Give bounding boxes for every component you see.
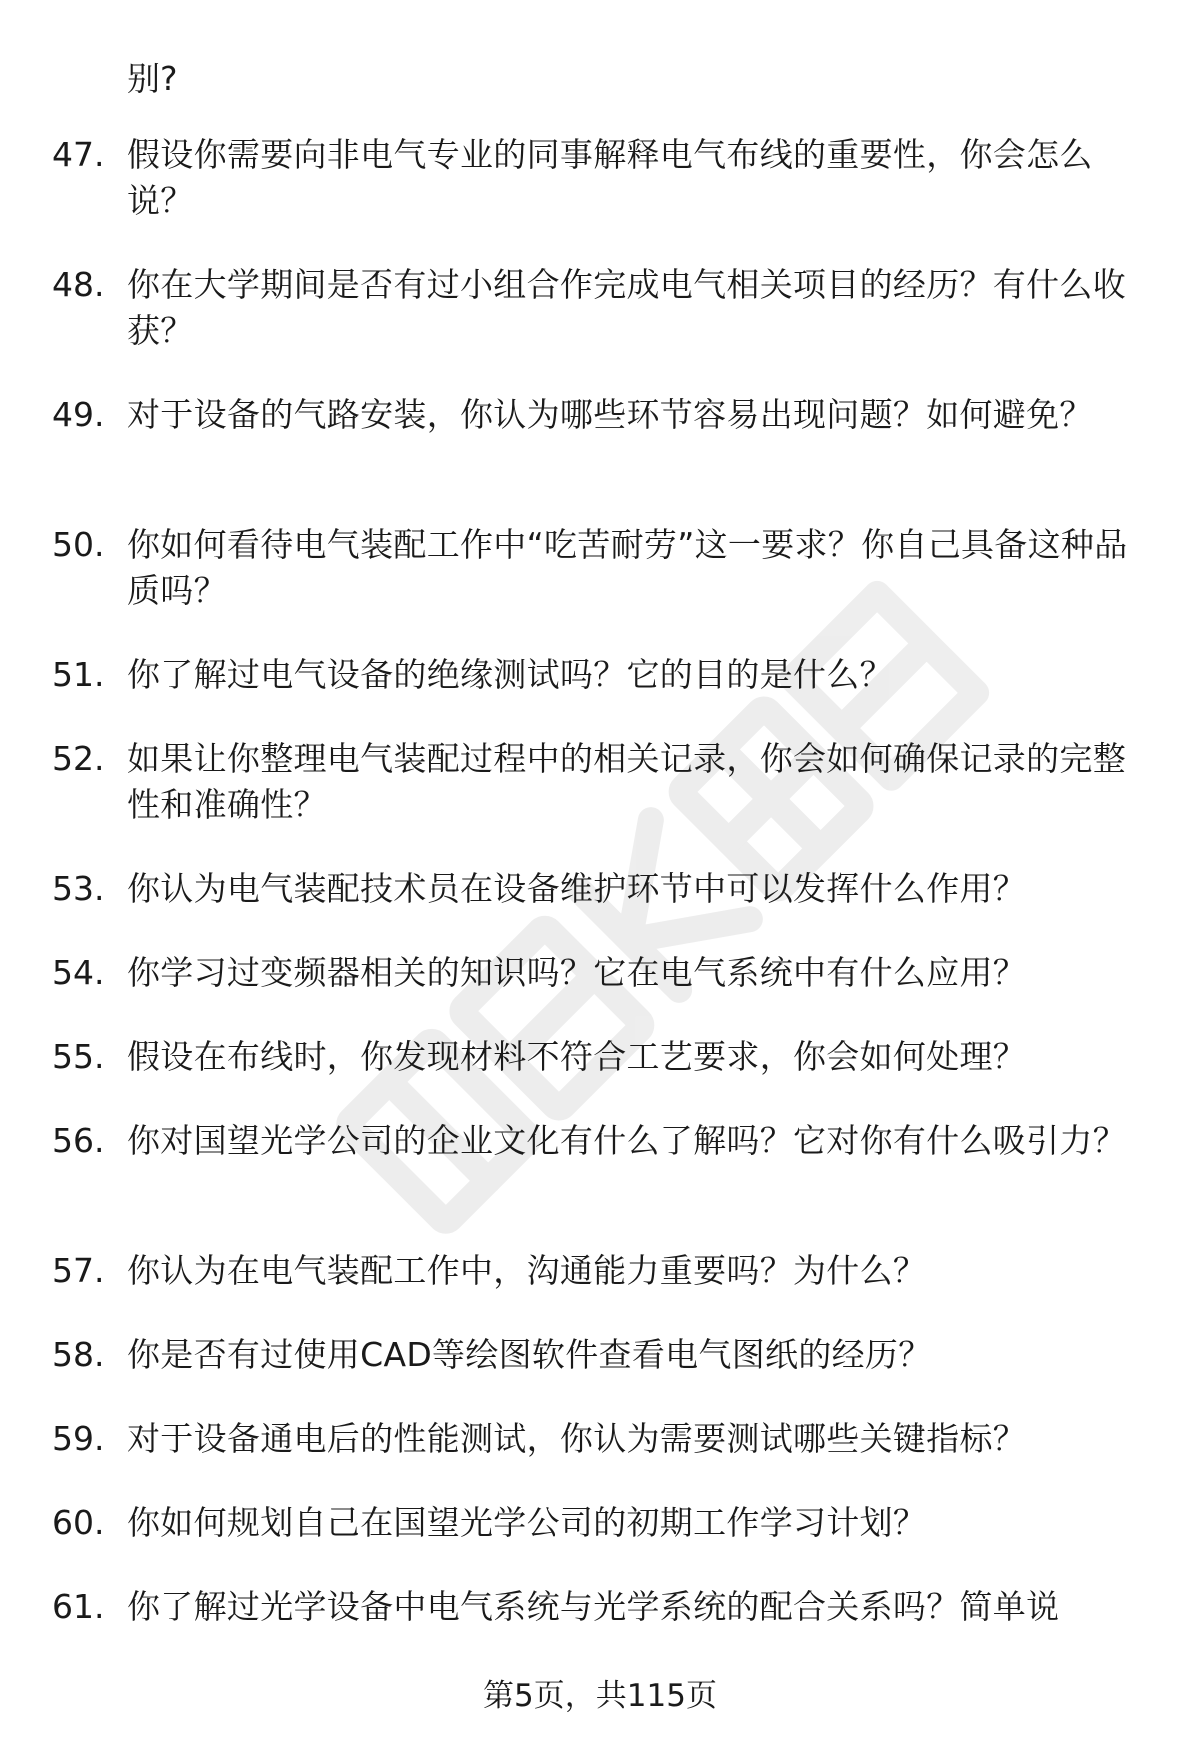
- question-number: 51.: [52, 655, 105, 694]
- question-number: 57.: [52, 1251, 105, 1290]
- question-number: 56.: [52, 1121, 105, 1160]
- question-number: 53.: [52, 869, 105, 908]
- question-text: 你认为在电气装配工作中，沟通能力重要吗？为什么？: [127, 1251, 927, 1290]
- question-text: 你学习过变频器相关的知识吗？它在电气系统中有什么应用？: [127, 953, 1027, 992]
- question-text: 你是否有过使用CAD等绘图软件查看电气图纸的经历？: [127, 1335, 932, 1374]
- question-text: 对于设备通电后的性能测试，你认为需要测试哪些关键指标？: [127, 1419, 1027, 1458]
- question-number: 47.: [52, 135, 105, 174]
- question-number: 52.: [52, 739, 105, 778]
- question-text: 你如何看待电气装配工作中“吃苦耐劳”这一要求？你自己具备这种品质吗？: [127, 525, 1128, 610]
- page-footer: 第5页，共115页: [483, 1678, 717, 1714]
- question-number: 58.: [52, 1335, 105, 1374]
- question-number: 50.: [52, 525, 105, 564]
- question-number: 59.: [52, 1419, 105, 1458]
- question-text: 你了解过光学设备中电气系统与光学系统的配合关系吗？简单说: [127, 1587, 1060, 1626]
- question-number: 54.: [52, 953, 105, 992]
- question-text: 你对国望光学公司的企业文化有什么了解吗？它对你有什么吸引力？: [127, 1121, 1126, 1160]
- question-number: 49.: [52, 395, 105, 434]
- question-text: 你认为电气装配技术员在设备维护环节中可以发挥什么作用？: [127, 869, 1027, 908]
- question-number: 60.: [52, 1503, 105, 1542]
- question-text: 你在大学期间是否有过小组合作完成电气相关项目的经历？有什么收获？: [127, 265, 1126, 350]
- continuation-line: 别?: [127, 59, 178, 98]
- question-text: 你如何规划自己在国望光学公司的初期工作学习计划？: [127, 1503, 927, 1542]
- question-number: 48.: [52, 265, 105, 304]
- question-number: 61.: [52, 1587, 105, 1626]
- question-text: 如果让你整理电气装配过程中的相关记录，你会如何确保记录的完整性和准确性？: [127, 739, 1126, 824]
- question-text: 你了解过电气设备的绝缘测试吗？它的目的是什么？: [127, 655, 893, 694]
- question-text: 对于设备的气路安装，你认为哪些环节容易出现问题？如何避免？: [127, 395, 1093, 434]
- question-number: 55.: [52, 1037, 105, 1076]
- question-text: 假设在布线时，你发现材料不符合工艺要求，你会如何处理？: [127, 1037, 1027, 1076]
- question-text: 假设你需要向非电气专业的同事解释电气布线的重要性，你会怎么说？: [127, 135, 1093, 220]
